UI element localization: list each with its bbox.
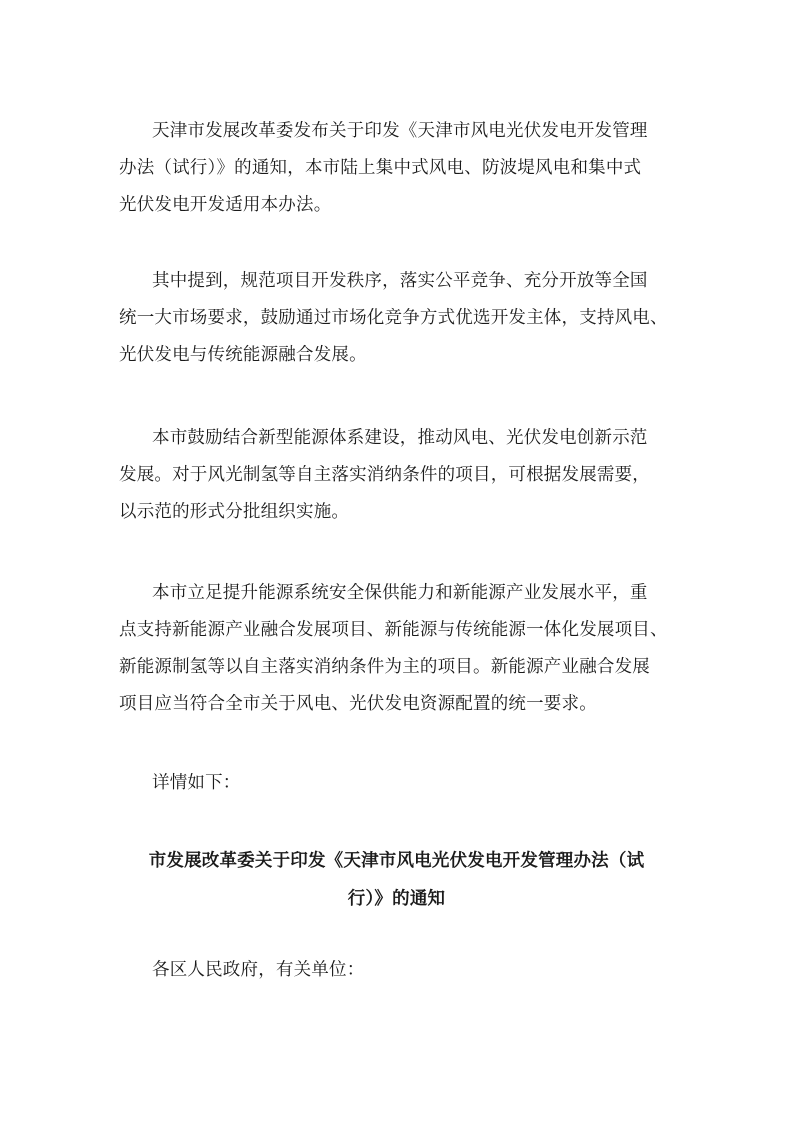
paragraph-focus-line-3: 新能源制氢等以自主落实消纳条件为主的项目。新能源产业融合发展 bbox=[119, 657, 650, 677]
paragraph-intro-line-1: 天津市发展改革委发布关于印发《天津市风电光伏发电开发管理 bbox=[152, 121, 648, 141]
paragraph-intro-line-3: 光伏发电开发适用本办法。 bbox=[119, 195, 332, 215]
paragraph-focus-line-1: 本市立足提升能源系统安全保供能力和新能源产业发展水平，重 bbox=[152, 583, 648, 603]
paragraph-focus-line-2: 点支持新能源产业融合发展项目、新能源与传统能源一体化发展项目、 bbox=[119, 620, 668, 640]
paragraph-demo-line-2: 发展。对于风光制氢等自主落实消纳条件的项目，可根据发展需要， bbox=[119, 465, 650, 485]
paragraph-order-line-1: 其中提到，规范项目开发秩序，落实公平竞争、充分开放等全国 bbox=[152, 271, 648, 291]
notice-title-line-1: 市发展改革委关于印发《天津市风电光伏发电开发管理办法（试 bbox=[148, 851, 645, 871]
salutation-text: 各区人民政府，有关单位： bbox=[152, 960, 365, 980]
paragraph-focus-line-4: 项目应当符合全市关于风电、光伏发电资源配置的统一要求。 bbox=[119, 694, 597, 714]
paragraph-intro-line-2: 办法（试行）》的通知，本市陆上集中式风电、防波堤风电和集中式 bbox=[119, 158, 642, 178]
paragraph-demo-line-1: 本市鼓励结合新型能源体系建设，推动风电、光伏发电创新示范 bbox=[152, 428, 648, 448]
details-intro-text: 详情如下： bbox=[152, 773, 241, 793]
paragraph-order-line-3: 光伏发电与传统能源融合发展。 bbox=[119, 345, 367, 365]
notice-title-line-2: 行）》的通知 bbox=[347, 889, 446, 909]
paragraph-order-line-2: 统一大市场要求，鼓励通过市场化竞争方式优选开发主体，支持风电、 bbox=[119, 308, 668, 328]
paragraph-demo-line-3: 以示范的形式分批组织实施。 bbox=[119, 502, 350, 522]
